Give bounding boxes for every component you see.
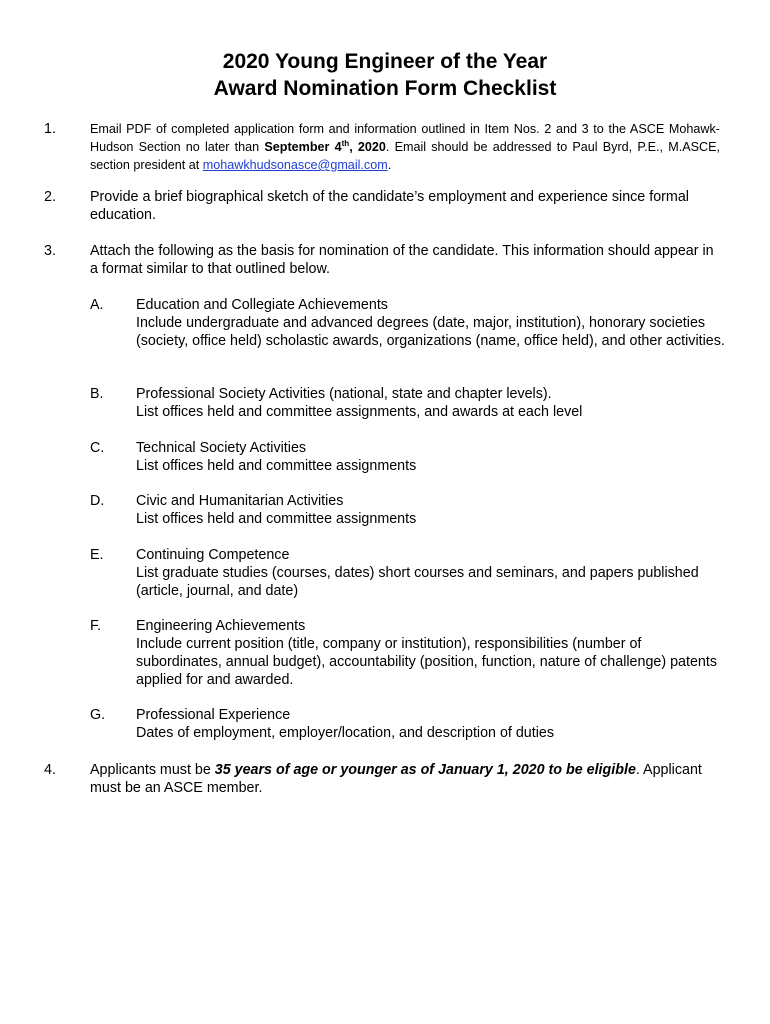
sub-item-detail: Include current position (title, company or institution), responsibilities (number of subordinates, annual budget), accountability (position, function, nature of challenge) patents applied for and awarded. — [136, 636, 717, 688]
sub-item-heading: Civic and Humanitarian Activities — [136, 493, 344, 509]
item-text: Applicants must be 35 years of age or younger as of January 1, 2020 to be eligible. Applicant must be an ASCE member. — [90, 762, 702, 796]
sub-item-letter: A. — [90, 297, 104, 313]
sub-item-heading: Education and Collegiate Achievements — [136, 297, 388, 313]
sub-item-letter: B. — [90, 386, 104, 402]
sub-item-detail: List offices held and committee assignments — [136, 511, 417, 527]
eligibility-requirement: 35 years of age or younger as of January 1, 2020 to be eligible — [214, 762, 636, 778]
page-title — [0, 48, 770, 102]
sub-item-heading: Continuing Competence — [136, 547, 290, 563]
sub-item-heading: Professional Society Activities (national, state and chapter levels). — [136, 386, 552, 402]
sub-item-detail: List graduate studies (courses, dates) short courses and seminars, and papers published (article, journal, and date) — [136, 565, 699, 599]
sub-item-detail: Dates of employment, employer/location, and description of duties — [136, 725, 555, 741]
sub-item-detail: List offices held and committee assignments — [136, 458, 417, 474]
email-link[interactable]: mohawkhudsonasce@gmail.com — [202, 158, 388, 172]
item-number: 2. — [44, 189, 56, 205]
sub-item-letter: E. — [90, 547, 104, 563]
item-text: Attach the following as the basis for nomination of the candidate. This information should appear in a format similar to that outlined below. — [90, 243, 714, 277]
item-number: 4. — [44, 762, 56, 778]
sub-item-heading: Engineering Achievements — [136, 618, 306, 634]
sub-item-letter: G. — [90, 707, 106, 723]
sub-item-letter: F. — [90, 618, 102, 634]
sub-item-detail: Include undergraduate and advanced degrees (date, major, institution), honorary societies (society, office held) scholastic awards, organizations (name, office held), and other activities. — [136, 315, 725, 349]
title-line-1: 2020 Young Engineer of the Year — [222, 50, 548, 73]
item-number: 1. — [44, 121, 56, 137]
title-line-2: Award Nomination Form Checklist — [213, 77, 557, 100]
sub-item-letter: D. — [90, 493, 105, 509]
sub-item-heading: Professional Experience — [136, 707, 291, 723]
sub-item-detail: List offices held and committee assignments, and awards at each level — [136, 404, 583, 420]
item-number: 3. — [44, 243, 56, 259]
sub-item-letter: C. — [90, 440, 105, 456]
sub-item-heading: Technical Society Activities — [136, 440, 307, 456]
item-text: Provide a brief biographical sketch of the candidate’s employment and experience since formal education. — [90, 189, 689, 223]
deadline-date: September 4th, 2020 — [264, 138, 386, 154]
item-text: Email PDF of completed application form and information outlined in Item Nos. 2 and 3 to the ASCE Mohawk-Hudson Section no later than September 4th, 2020. Email should be addressed to Paul Byrd, P.E., M.ASCE, section president at mohawkhudsonasce@gmail.com. — [90, 122, 720, 172]
